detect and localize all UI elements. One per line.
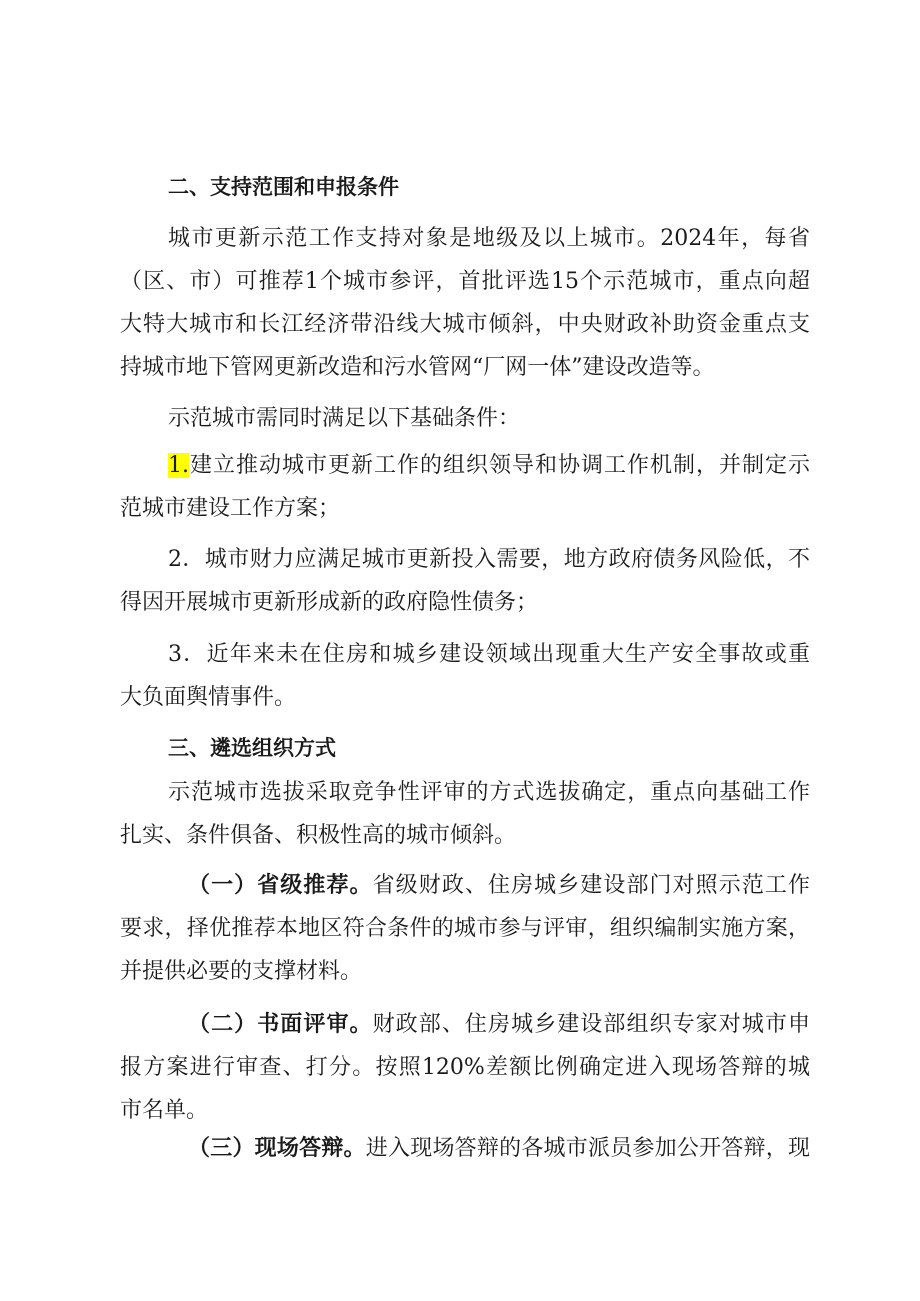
subsection-title: （三）现场答辩。 <box>188 1136 366 1161</box>
subsection-2 <box>188 1010 810 1040</box>
paragraph-line: 要求，择优推荐本地区符合条件的城市参与评审，组织编制实施方案， <box>120 916 810 941</box>
paragraph-line: 范城市建设工作方案； <box>120 496 341 521</box>
subsection-3 <box>188 1134 810 1164</box>
paragraph-line: 大特大城市和长江经济带沿线大城市倾斜，中央财政补助资金重点支 <box>120 312 810 337</box>
paragraph-line: 示范城市选拔采取竞争性评审的方式选拔确定，重点向基础工作 <box>168 780 810 805</box>
subsection-text: 省级财政、住房城乡建设部门对照示范工作 <box>372 873 810 898</box>
list-item-2: 2．城市财力应满足城市更新投入需要，地方政府债务风险低，不 <box>168 547 810 572</box>
paragraph-line: （区、市）可推荐1个城市参评，首批评选15个示范城市，重点向超 <box>120 269 810 294</box>
subsection-1 <box>188 871 810 901</box>
paragraph-line: 报方案进行审查、打分。按照120%差额比例确定进入现场答辩的城 <box>120 1055 810 1080</box>
highlighted-number: 1. <box>168 453 189 478</box>
list-item-text: 建立推动城市更新工作的组织领导和协调工作机制，并制定示 <box>189 453 810 478</box>
section-2-heading: 二、支持范围和申报条件 <box>168 175 399 199</box>
subsection-text: 财政部、住房城乡建设部组织专家对城市申 <box>372 1012 810 1037</box>
paragraph-line: 市名单。 <box>120 1098 209 1123</box>
section-3-heading: 三、遴选组织方式 <box>168 736 336 760</box>
list-item-1 <box>168 451 810 481</box>
paragraph-line: 大负面舆情事件。 <box>120 685 297 710</box>
subsection-title: （一）省级推荐。 <box>188 873 373 898</box>
paragraph-line: 得因开展城市更新形成新的政府隐性债务； <box>120 590 539 615</box>
paragraph-line: 城市更新示范工作支持对象是地级及以上城市。2024年，每省 <box>168 226 810 251</box>
paragraph-line: 示范城市需同时满足以下基础条件： <box>168 406 521 431</box>
paragraph-line: 扎实、条件俱备、积极性高的城市倾斜。 <box>120 823 517 848</box>
paragraph-line: 持城市地下管网更新改造和污水管网“厂网一体”建设改造等。 <box>120 355 715 380</box>
subsection-text: 进入现场答辩的各城市派员参加公开答辩，现 <box>365 1136 810 1161</box>
list-item-3: 3．近年来未在住房和城乡建设领域出现重大生产安全事故或重 <box>168 642 810 667</box>
paragraph-line: 并提供必要的支撑材料。 <box>120 959 363 984</box>
subsection-title: （二）书面评审。 <box>188 1012 373 1037</box>
